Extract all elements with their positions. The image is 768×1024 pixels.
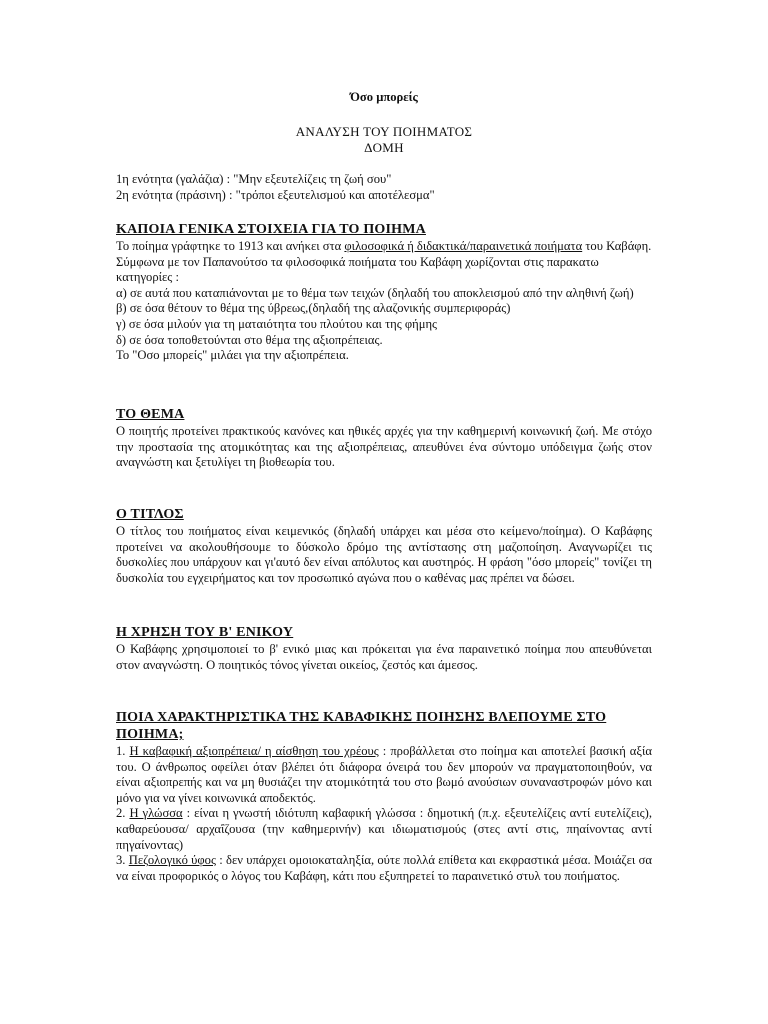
paragraph — [116, 806, 652, 853]
paragraph — [116, 853, 652, 884]
section-heading: Η ΧΡΗΣΗ ΤΟΥ Β' ΕΝΙΚΟΥ — [116, 625, 294, 640]
section-heading: ΠΟΙΑ ΧΑΡΑΚΤΗΡΙΣΤΙΚΑ ΤΗΣ ΚΑΒΑΦΙΚΗΣ ΠΟΙΗΣΗΣ ΒΛΕΠΟΥΜΕ ΣΤΟ ΠΟΙΗΜΑ; — [116, 710, 607, 742]
paragraph — [116, 333, 652, 349]
underlined-phrase: Πεζολογικό ύφος — [128, 853, 216, 868]
text-run: 2. — [116, 806, 130, 821]
text-run: Ο ποιητής προτείνει πρακτικούς κανόνες και ηθικές αρχές για την καθημερινή κοινωνική ζωή. Με στόχο την προστασία της ατομικότητας και της αξιοπρέπειας, απευθύνει ένα σύντομο υπόδειγμα ζωής στον αναγνώστη και ξετυλίγει τη βιοθεωρία του. — [116, 424, 652, 470]
structure-subtitle: ΔΟΜΗ — [364, 140, 404, 155]
section-body — [116, 239, 652, 364]
poem-units — [116, 172, 652, 203]
section-features — [116, 709, 652, 884]
text-run: 3. — [116, 853, 129, 868]
text-run: γ) σε όσα μιλούν για τη ματαιότητα του πλούτου και της φήμης — [116, 316, 438, 331]
paragraph — [116, 524, 652, 586]
section-heading: Ο ΤΙΤΛΟΣ — [116, 507, 184, 522]
paragraph — [116, 642, 652, 673]
section-theme — [116, 406, 652, 471]
document-title: Όσο μπορείς — [350, 90, 418, 104]
text-run: α) σε αυτά που καταπιάνονται με το θέμα των τειχών (δηλαδή του αποκλεισμού από την αληθινή ζωή) — [116, 285, 634, 300]
section-body — [116, 424, 652, 471]
text-run: Ο τίτλος του ποιήματος είναι κειμενικός (δηλαδή υπάρχει και μέσα στο κείμενο/ποίημα). Ο Καβάφης προτείνει να ακολουθήσουμε το δύσκολο δρόμο της αντίστασης στη μαζοποίηση. Αναγνωρίζει τις δυσκολίες που υπάρχουν και γι'αυτό δεν είναι απόλυτος και αυστηρός. Η φράση "όσο μπορείς" τονίζει τη δυσκολία του εγχειρήματος και τον προσωπικό αγώνα που ο καθένας μας πρέπει να δώσει. — [116, 524, 652, 585]
section-body — [116, 524, 652, 586]
section-second-person — [116, 624, 652, 673]
section-body — [116, 744, 652, 884]
paragraph — [116, 744, 652, 806]
underlined-phrase: φιλοσοφικά ή διδακτικά/παραινετικά ποιήματα — [344, 239, 583, 253]
paragraph — [116, 239, 652, 286]
text-run: Ο Καβάφης χρησιμοποιεί το β' ενικό μιας και πρόκειται για ένα παραινετικό ποίημα που απευθύνεται στον αναγνώστη. Ο ποιητικός τόνος γίνεται οικείος, ζεστός και άμεσος. — [116, 642, 652, 672]
text-run: β) σε όσα θέτουν το θέμα της ύβρεως,(δηλαδή της αλαζονικής συμπεριφοράς) — [116, 301, 511, 316]
text-run: : είναι η γνωστή ιδιότυπη καβαφική γλώσσα : δημοτική (π.χ. εξευτελίζεις αντί ευτελίζεις), καθαρεύουσα/ αρχαΐζουσα (την καθημερινήν) και ιδιωματισμούς (στες αντί στις, πηαίνοντας αντί πηγαίνοντας) — [116, 806, 652, 852]
unit-line: 2η ενότητα (πράσινη) : "τρόποι εξευτελισμού και αποτέλεσμα" — [116, 187, 435, 202]
text-run: Το ποίημα γράφτηκε το 1913 και ανήκει στα — [116, 239, 345, 253]
text-run: : προβάλλεται στο ποίημα και αποτελεί βασική αξία του. Ο άνθρωπος οφείλει όταν βλέπει ότι διάφορα όνειρά του δεν μπορούν να πραγματοποιηθούν, να είναι αξιοπρεπής και να μη θυσιάζει την ατομικότητά του στο βωμό ανούσιων συναναστροφών μόνο και μόνο για να γίνει κοινωνικά αποδεκτός. — [116, 744, 653, 805]
section-body — [116, 642, 652, 673]
text-run: 1. — [116, 744, 130, 758]
paragraph — [116, 424, 652, 471]
text-run: του Καβάφη. Σύμφωνα με τον Παπανούτσο τα φιλοσοφικά ποιήματα του Καβάφη χωρίζονται στις παρακατω κατηγορίες : — [116, 239, 652, 285]
text-run: Το "Οσο μπορείς" μιλάει για την αξιοπρέπεια. — [116, 348, 349, 363]
unit-line: 1η ενότητα (γαλάζια) : "Μην εξευτελίζεις τη ζωή σου" — [116, 172, 392, 186]
section-heading: ΚΑΠΟΙΑ ΓΕΝΙΚΑ ΣΤΟΙΧΕΙΑ ΓΙΑ ΤΟ ΠΟΙΗΜΑ — [116, 222, 426, 237]
paragraph — [116, 286, 652, 302]
paragraph — [116, 301, 652, 317]
section-general — [116, 221, 652, 364]
paragraph — [116, 348, 652, 364]
section-heading: ΤΟ ΘΕΜΑ — [116, 407, 185, 422]
section-title — [116, 506, 652, 586]
analysis-subtitle: ΑΝΑΛΥΣΗ ΤΟΥ ΠΟΙΗΜΑΤΟΣ — [295, 124, 473, 139]
underlined-phrase: Η καβαφική αξιοπρέπεια/ η αίσθηση του χρέους — [129, 744, 379, 758]
text-run: : δεν υπάρχει ομοιοκαταληξία, ούτε πολλά επίθετα και εκφραστικά μέσα. Μοιάζει σα να είναι προφορικός ο λόγος του Καβάφη, κάτι που εξυπηρετεί το παραινετικό στυλ του ποιήματος. — [116, 853, 652, 883]
text-run: δ) σε όσα τοποθετούνται στο θέμα της αξιοπρέπειας. — [116, 332, 383, 347]
paragraph — [116, 317, 652, 333]
underlined-phrase: Η γλώσσα — [129, 806, 183, 821]
